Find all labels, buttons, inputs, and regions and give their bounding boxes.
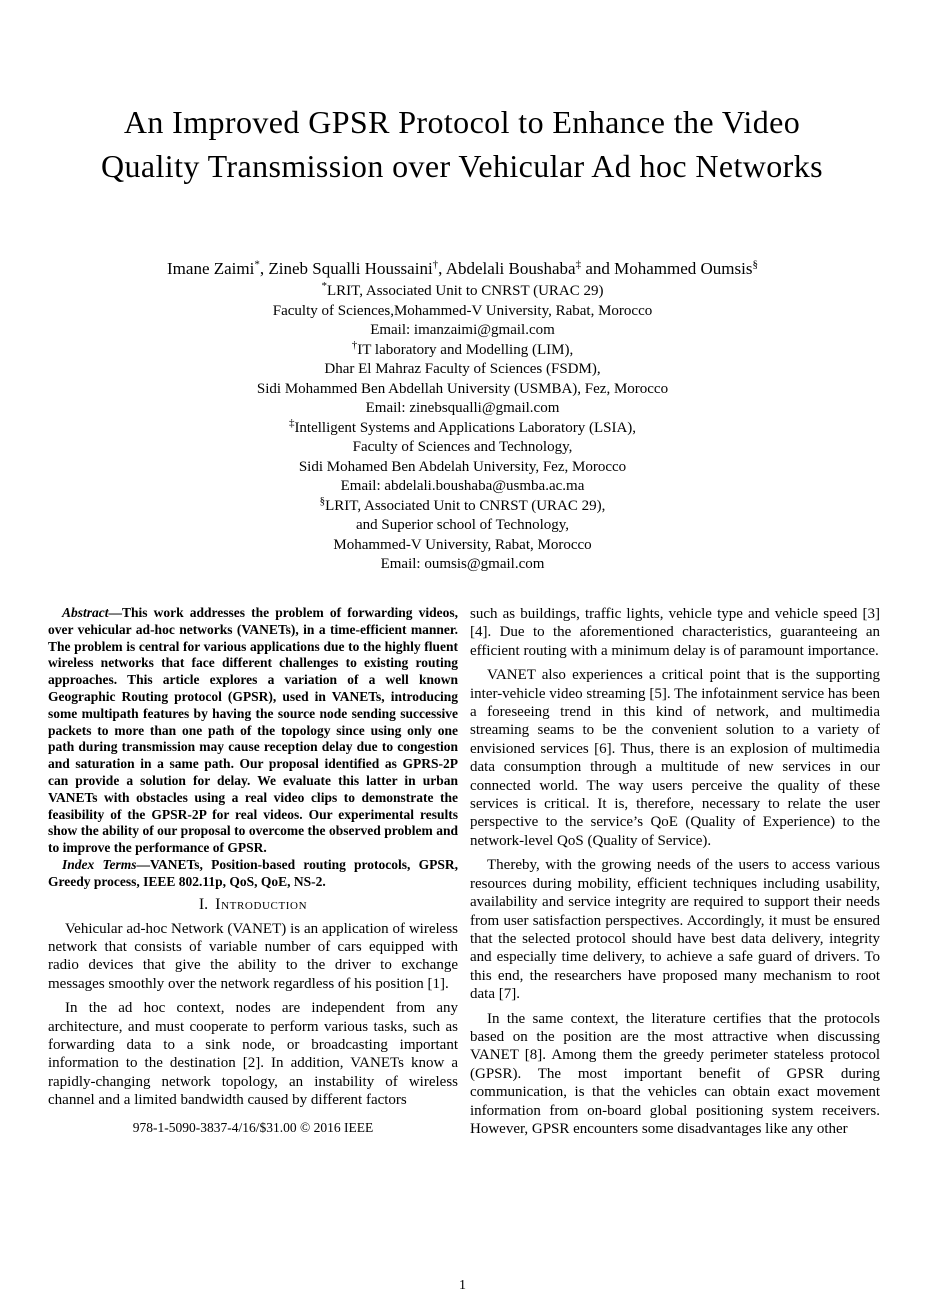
paragraph: In the same context, the literature certifies that the protocols based on the position are the most attractive when discussing VANET [8]. Among them the greedy perimeter stateless protocol (GPSR). The most important benefit of GPSR during communication, is that the vehicles can obtain exact movement information from on-board global positioning system receivers. However, GPSR encounters some disadvantages like any other — [470, 1010, 880, 1137]
affiliation-email: Email: zinebsqualli@gmail.com — [365, 400, 560, 416]
affiliation-mark: * — [321, 280, 327, 292]
author-affiliation-mark: † — [432, 258, 439, 271]
affiliation-text: LRIT, Associated Unit to CNRST (URAC 29), — [325, 497, 606, 514]
paragraph: In the ad hoc context, nodes are independent from any architecture, and must cooperate to perform various tasks, such as forwarding data to a sink node, or broadcasting important information to the destination [2]. In addition, VANETs know a rapidly-changing network topology, an instability of wireless channel and a limited bandwidth caused by different factors — [48, 1000, 458, 1109]
affiliation-email: Email: abdelali.boushaba@usmba.ac.ma — [340, 478, 585, 494]
affiliation-line — [110, 416, 815, 439]
affiliation-line — [110, 399, 815, 419]
authors-line — [110, 258, 815, 279]
author-affiliation-mark: § — [752, 258, 758, 271]
abstract-text: This work addresses the problem of forwarding videos, over vehicular ad-hoc networks (VANETs), in a time-efficient manner. The problem is central for various applications due to the highly fluent wireless networks that face different challenges to existing routing approaches. This article explores a variation of a well known Geographic Routing protocol (GPSR), used in VANETs, introducing some multipath features by having the source node sending successive packets to more than one path of the topology since using only one path during transmission may cause reception delay due to congestion and saturation in a same path. Our proposal identified as GPRS-2P can provide a solution for delay. We evaluate this latter in urban VANETs with obstacles using a real video clips to demonstrate the feasibility of the GPSR-2P for real videos. Our experimental results show the ability of our proposal to overcome the observed problem and to improve the performance of GPSR. — [48, 605, 458, 856]
author-name: Mohammed Oumsis — [614, 259, 753, 278]
page-number: 1 — [459, 1278, 466, 1293]
author-name: Zineb Squalli Houssaini — [268, 259, 433, 278]
two-column-body — [48, 605, 880, 1144]
index-terms-paragraph — [48, 857, 458, 891]
affiliation-line — [110, 360, 815, 380]
paragraph: Thereby, with the growing needs of the users to access various resources during mobility, efficient techniques including usability, availability and service integrity are required to support their needs from user satisfaction perspectives. Accordingly, it must be ensured that the selected protocol should have best data delivery, integrity and especially time delivery, to achieve a safe guard of drivers. To this end, the researchers have proposed many mechanism to root data [7]. — [470, 857, 880, 1003]
section-number: I. — [198, 895, 209, 913]
affiliation-text: Mohammed-V University, Rabat, Morocco — [333, 536, 592, 553]
abstract-paragraph — [48, 605, 458, 857]
affiliation-mark: † — [351, 338, 358, 351]
affiliation-mark: ‡ — [288, 416, 295, 429]
affiliation-mark: § — [319, 494, 326, 507]
affiliation-line — [110, 321, 815, 341]
paragraph: VANET also experiences a critical point that is the supporting inter-vehicle video streaming [5]. The infotainment service has been a foreseeing trend in this kind of network, and multimedia streaming seams to be the convenient solution to a variety of envisioned services [6]. Thus, there is an explosion of multimedia data consumption through a multitude of new services in our connected world. The way users perceive the quality of these services is critical. It is, therefore, necessary to relate the user perspective to the service’s QoE (Quality of Experience) to the network-level QoS (Quality of Service). — [470, 667, 880, 849]
affiliation-line — [110, 555, 815, 575]
author-name: Abdelali Boushaba — [445, 259, 576, 278]
affiliation-line — [110, 458, 815, 478]
affiliation-text: LRIT, Associated Unit to CNRST (URAC 29) — [326, 283, 604, 299]
abstract-dash: — — [108, 605, 123, 620]
affiliation-text: Faculty of Sciences and Technology, — [352, 439, 573, 455]
affiliation-text: Faculty of Sciences,Mohammed-V University, Rabat, Morocco — [272, 302, 653, 319]
affiliation-text: IT laboratory and Modelling (LIM), — [357, 341, 574, 358]
author-separator: , — [438, 259, 446, 278]
index-terms-lead: Index Terms — [62, 856, 137, 872]
index-terms-dash: — — [136, 856, 150, 872]
author-separator: , — [259, 259, 269, 278]
author-affiliation-mark: ‡ — [575, 258, 582, 271]
affiliation-line — [110, 477, 815, 497]
affiliation-line — [110, 438, 815, 458]
affiliation-text: Sidi Mohamed Ben Abdelah University, Fez, Morocco — [298, 458, 627, 475]
affiliation-text: Intelligent Systems and Applications Laboratory (LSIA), — [294, 419, 637, 436]
affiliation-line — [110, 302, 815, 322]
authors-block — [110, 258, 815, 575]
paragraph: such as buildings, traffic lights, vehicle type and vehicle speed [3][4]. Due to the aforementioned characteristics, guaranteeing an efficient routing with a minimum delay is of paramount importance. — [470, 606, 880, 659]
affiliation-line — [110, 494, 815, 517]
affiliation-line — [110, 516, 815, 536]
affiliation-line — [110, 338, 815, 361]
affiliation-line — [110, 282, 815, 302]
affiliation-line — [110, 536, 815, 556]
paper-title: An Improved GPSR Protocol to Enhance the Video Quality Transmission over Vehicular Ad hoc Networks — [101, 104, 823, 184]
author-name: Imane Zaimi — [167, 259, 255, 278]
affiliation-text: and Superior school of Technology, — [355, 517, 570, 533]
affiliation-email: Email: imanzaimi@gmail.com — [370, 322, 555, 338]
section-title: Introduction — [215, 895, 308, 913]
copyright-notice: 978-1-5090-3837-4/16/$31.00 © 2016 IEEE — [132, 1119, 374, 1135]
author-separator: and — [581, 259, 615, 278]
affiliation-email: Email: oumsis@gmail.com — [380, 556, 545, 572]
author-affiliation-mark: * — [254, 258, 260, 271]
right-column — [470, 605, 880, 1144]
paragraph: Vehicular ad-hoc Network (VANET) is an application of wireless network that consists of variable number of cars equipped with radio devices that give the ability to the driver to exchange messages smoothly over the network regardless of his position [1]. — [48, 920, 458, 992]
abstract-lead: Abstract — [62, 605, 109, 620]
left-column — [48, 605, 458, 1144]
section-heading-introduction — [48, 895, 458, 915]
affiliation-text: Dhar El Mahraz Faculty of Sciences (FSDM), — [324, 361, 601, 377]
index-terms-text: VANETs, Position-based routing protocols, GPSR, Greedy process, IEEE 802.11p, QoS, QoE, NS-2. — [48, 856, 459, 889]
affiliation-line — [110, 380, 815, 400]
affiliation-text: Sidi Mohammed Ben Abdellah University (USMBA), Fez, Morocco — [256, 380, 669, 397]
